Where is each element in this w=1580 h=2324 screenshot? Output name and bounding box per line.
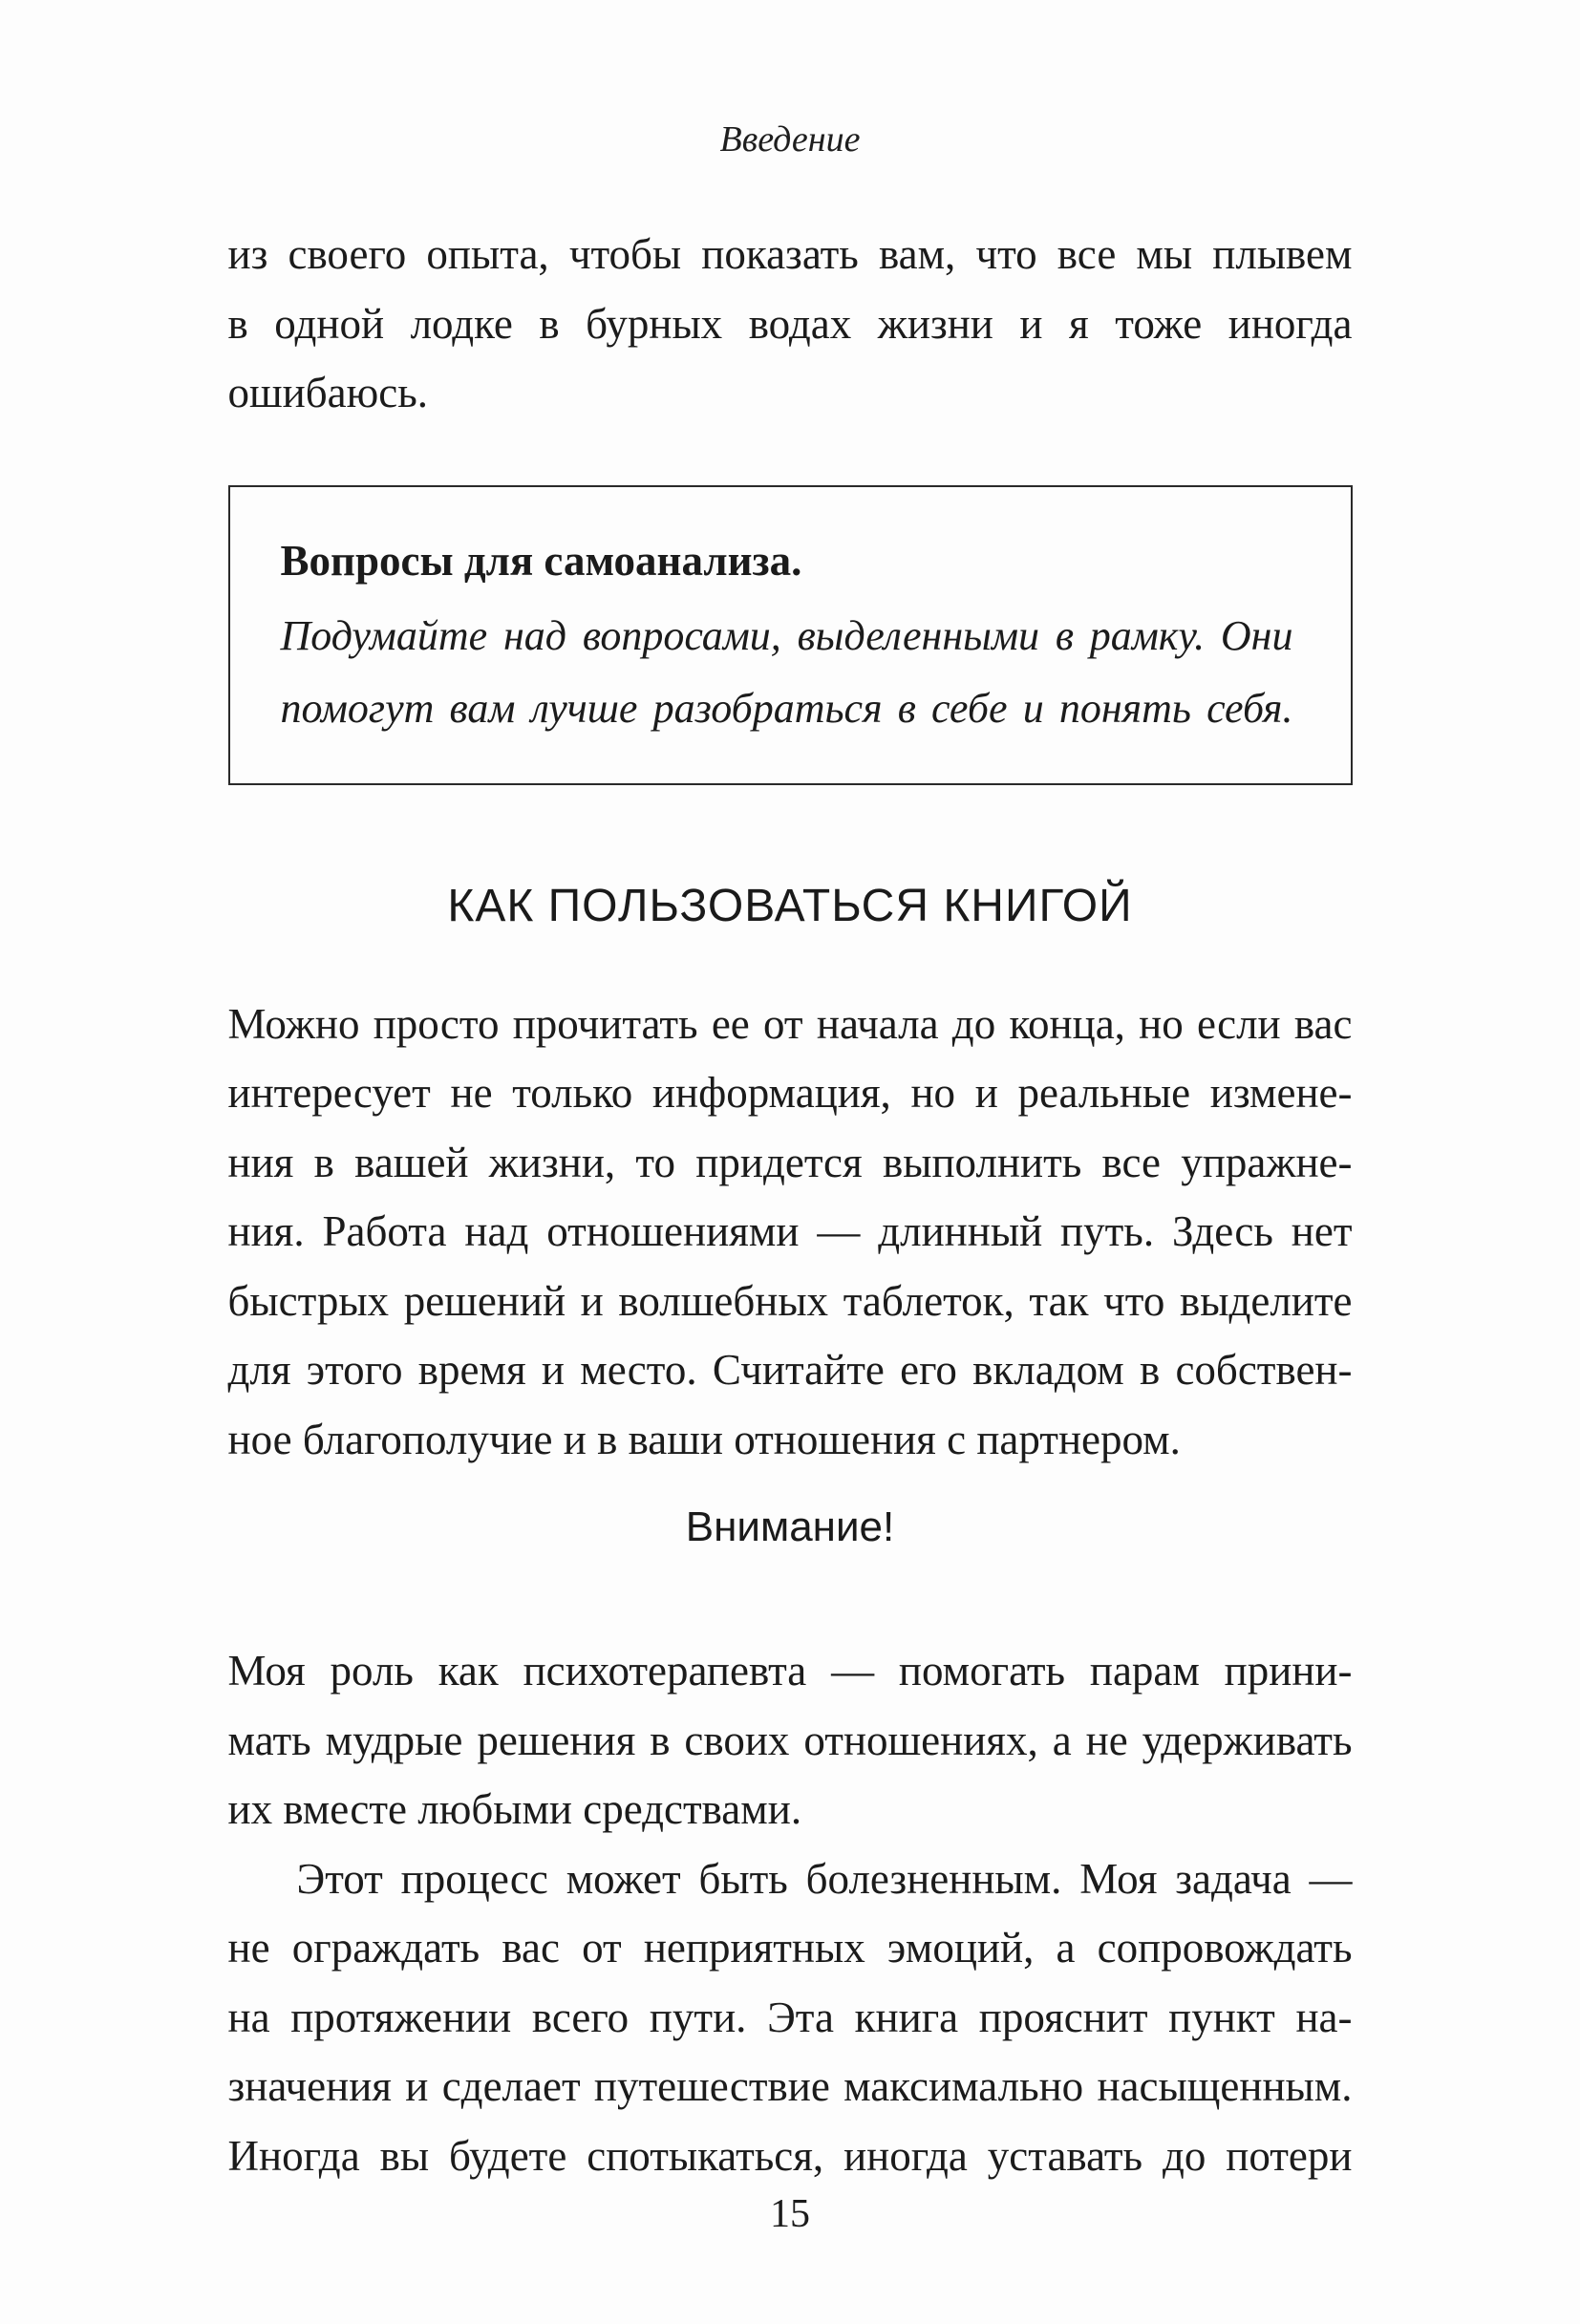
text-line: значения и сделает путешествие максимально насыщенным. [227, 2062, 1353, 2110]
text-line: для этого время и место. Считайте его вкладом в собствен- [227, 1346, 1353, 1394]
running-head: Введение [719, 119, 861, 160]
text-line: Этот процесс может быть болезненным. Моя задача — [296, 1854, 1353, 1903]
text-line: ное благополучие и в ваши отношения с партнером. [227, 1415, 1181, 1463]
text-line: интересует не только информация, но и реальные измене- [227, 1069, 1353, 1117]
text-line: Иногда вы будете спотыкаться, иногда уставать до потери [227, 2131, 1353, 2180]
text-line: мать мудрые решения в своих отношениях, а не удерживать [227, 1716, 1353, 1764]
callout-body [281, 600, 1293, 745]
how-to-paragraph [228, 990, 1353, 1475]
text-line: ния в вашей жизни, то придется выполнить все упражне- [227, 1138, 1353, 1186]
self-analysis-callout-box [228, 485, 1353, 785]
text-line: ния. Работа над отношениями — длинный путь. Здесь нет [227, 1207, 1353, 1255]
text-line: помогут вам лучше разобраться в себе и понять себя. [280, 684, 1293, 732]
page-content [228, 220, 1353, 2236]
text-line: Подумайте над вопросами, выделенными в рамку. Они [280, 611, 1293, 659]
intro-paragraph [228, 220, 1353, 428]
callout-title: Вопросы для самоанализа. [280, 536, 802, 585]
text-line: из своего опыта, чтобы показать вам, что все мы плывем [227, 230, 1353, 278]
attention-subheading: Внимание! [685, 1503, 895, 1550]
section-heading-how-to-use-book: КАК ПОЛЬЗОВАТЬСЯ КНИГОЙ [447, 880, 1133, 931]
text-line: быстрых решений и волшебных таблеток, так что выделите [227, 1276, 1353, 1325]
attention-paragraphs [228, 1636, 1353, 2190]
text-line: Можно просто прочитать ее от начала до конца, но если вас [227, 999, 1353, 1048]
text-line: на протяжении всего пути. Эта книга прояснит пункт на- [227, 1993, 1353, 2041]
text-line: не ограждать вас от неприятных эмоций, а сопровождать [227, 1924, 1353, 1972]
text-line: ошибаюсь. [227, 369, 428, 416]
text-line: Моя роль как психотерапевта — помогать парам прини- [227, 1647, 1353, 1695]
page-number: 15 [770, 2192, 810, 2236]
text-line: их вместе любыми средствами. [227, 1785, 802, 1833]
text-line: в одной лодке в бурных водах жизни и я тоже иногда [227, 299, 1353, 348]
